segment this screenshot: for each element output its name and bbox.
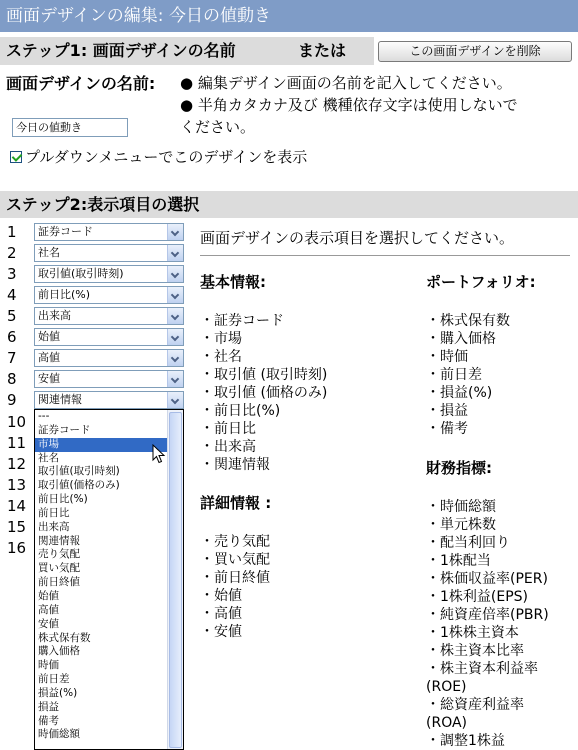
financial-heading: 財務指標: xyxy=(426,459,492,477)
dropdown-option[interactable]: 時価総額 xyxy=(38,728,80,741)
dropdown-option[interactable]: 安値 xyxy=(38,617,59,630)
chevron-down-icon[interactable] xyxy=(167,245,183,261)
list-item: ・調整1株益 xyxy=(426,733,505,749)
chevron-down-icon[interactable] xyxy=(167,392,183,408)
list-item: ・取引値 (価格のみ) xyxy=(200,385,328,401)
row-number: 7 xyxy=(7,349,17,367)
dropdown-option[interactable]: 損益(%) xyxy=(38,686,78,699)
list-item: ・損益(%) xyxy=(426,385,493,401)
note-line-2: ● 半角カタカナ及び 機種依存文字は使用しないで xyxy=(180,96,518,114)
list-item: ・株主資本比率 xyxy=(426,643,524,659)
list-item: ・高値 xyxy=(200,606,242,622)
list-item: ・市場 xyxy=(200,331,242,347)
dropdown-option[interactable]: 株式保有数 xyxy=(38,631,91,644)
field-select-2[interactable] xyxy=(34,244,184,262)
field-select-4[interactable] xyxy=(34,286,184,304)
list-item: ・前日終値 xyxy=(200,570,270,586)
dropdown-option[interactable]: 前日比(%) xyxy=(38,493,88,506)
dropdown-option[interactable]: 始値 xyxy=(38,589,59,602)
select-value: 出来高 xyxy=(38,309,71,322)
row-number: 3 xyxy=(7,265,17,283)
dropdown-option[interactable]: 前日差 xyxy=(38,673,70,686)
design-name-label: 画面デザインの名前: xyxy=(6,74,156,93)
dropdown-option[interactable]: 証券コード xyxy=(38,423,91,436)
detail-info-heading: 詳細情報 : xyxy=(200,494,272,512)
mouse-cursor-icon xyxy=(152,444,166,464)
select-value: 始値 xyxy=(38,330,60,343)
list-item: ・株主資本利益率 xyxy=(426,661,538,677)
select-value: 証券コード xyxy=(38,225,93,238)
row-number: 5 xyxy=(7,307,17,325)
list-item: ・純資産倍率(PBR) xyxy=(426,607,549,623)
chevron-down-icon[interactable] xyxy=(167,371,183,387)
financial-list xyxy=(426,498,549,750)
dropdown-option[interactable]: 損益 xyxy=(38,700,59,713)
step2-header: ステップ2:表示項目の選択 xyxy=(0,191,578,218)
select-value: 高値 xyxy=(38,351,60,364)
list-item: ・時価総額 xyxy=(426,499,496,515)
field-select-5[interactable] xyxy=(34,307,184,325)
row-number: 10 xyxy=(7,413,27,431)
detail-info-list xyxy=(200,533,270,641)
row-number: 9 xyxy=(7,391,17,409)
row-number: 13 xyxy=(7,476,27,494)
portfolio-list xyxy=(426,312,510,438)
row-number: 4 xyxy=(7,286,17,304)
select-value: 関連情報 xyxy=(38,393,82,406)
dropdown-option[interactable]: --- xyxy=(38,410,50,422)
dropdown-option[interactable]: 出来高 xyxy=(38,520,70,533)
chevron-down-icon[interactable] xyxy=(167,350,183,366)
dropdown-option[interactable]: 時価 xyxy=(38,659,59,672)
field-select-9[interactable] xyxy=(34,391,184,409)
list-item: ・前日比 xyxy=(200,421,256,437)
list-item: ・購入価格 xyxy=(426,331,496,347)
chevron-down-icon[interactable] xyxy=(167,224,183,240)
select-value: 前日比(%) xyxy=(38,288,91,301)
dropdown-option[interactable]: 取引値(取引時刻) xyxy=(38,465,120,478)
row-number: 12 xyxy=(7,455,27,473)
note-line-1: ● 編集デザイン画面の名前を記入してください。 xyxy=(180,74,512,92)
dropdown-option[interactable]: 前日比 xyxy=(38,506,70,519)
select-value: 社名 xyxy=(38,246,60,259)
list-item: ・買い気配 xyxy=(200,552,270,568)
delete-design-button[interactable]: この画面デザインを削除 xyxy=(378,41,572,62)
step2-instruction: 画面デザインの表示項目を選択してください。 xyxy=(200,229,514,247)
dropdown-option[interactable]: 市場 xyxy=(35,438,183,452)
portfolio-heading: ポートフォリオ: xyxy=(426,273,536,291)
row-number: 6 xyxy=(7,328,17,346)
row-number: 15 xyxy=(7,518,27,536)
row-number: 1 xyxy=(7,223,17,241)
chevron-down-icon[interactable] xyxy=(167,287,183,303)
chevron-down-icon[interactable] xyxy=(167,329,183,345)
dropdown-option[interactable]: 売り気配 xyxy=(38,548,80,561)
list-item: ・総資産利益率 xyxy=(426,697,524,713)
dropdown-option[interactable]: 備考 xyxy=(38,714,59,727)
field-select-8[interactable] xyxy=(34,370,184,388)
list-item: ・始値 xyxy=(200,588,242,604)
list-item: ・株式保有数 xyxy=(426,313,510,329)
show-in-menu-row[interactable] xyxy=(10,146,307,168)
dropdown-option[interactable]: 買い気配 xyxy=(38,562,80,575)
list-item: ・出来高 xyxy=(200,439,256,455)
field-select-6[interactable] xyxy=(34,328,184,346)
basic-info-heading: 基本情報: xyxy=(200,273,266,291)
design-name-input[interactable]: 今日の値動き xyxy=(12,118,128,137)
row-number: 2 xyxy=(7,244,17,262)
dropdown-option[interactable]: 取引値(価格のみ) xyxy=(38,479,120,492)
list-item: ・前日差 xyxy=(426,367,482,383)
row-number: 8 xyxy=(7,370,17,388)
field-select-1[interactable] xyxy=(34,223,184,241)
dropdown-option[interactable]: 社名 xyxy=(38,451,59,464)
select-value: 安値 xyxy=(38,372,60,385)
show-in-menu-checkbox[interactable] xyxy=(10,151,22,163)
chevron-down-icon[interactable] xyxy=(167,266,183,282)
chevron-down-icon[interactable] xyxy=(167,308,183,324)
field-select-7[interactable] xyxy=(34,349,184,367)
dropdown-option[interactable]: 前日終値 xyxy=(38,576,80,589)
dropdown-scrollbar[interactable] xyxy=(167,410,183,749)
page-title: 画面デザインの編集: 今日の値動き xyxy=(0,0,578,32)
dropdown-option[interactable]: 関連情報 xyxy=(38,534,80,547)
step1-or: または xyxy=(298,41,347,60)
list-item: ・単元株数 xyxy=(426,517,496,533)
list-item: ・証券コード xyxy=(200,313,284,329)
list-item: ・安値 xyxy=(200,624,242,640)
list-item: (ROE) xyxy=(426,679,467,695)
step1-header xyxy=(0,37,374,65)
show-in-menu-label[interactable]: プルダウンメニューでこのデザインを表示 xyxy=(25,148,308,166)
basic-info-list xyxy=(200,312,327,474)
row-number: 14 xyxy=(7,497,27,515)
list-item: ・前日比(%) xyxy=(200,403,281,419)
list-item: ・株価収益率(PER) xyxy=(426,571,548,587)
divider xyxy=(200,255,570,256)
field-select-3[interactable] xyxy=(34,265,184,283)
select-value: 取引値(取引時刻) xyxy=(38,267,124,280)
list-item: (ROA) xyxy=(426,715,468,731)
row-number: 16 xyxy=(7,539,27,557)
name-notes xyxy=(180,72,576,138)
list-item: ・時価 xyxy=(426,349,468,365)
step1-label: ステップ1: 画面デザインの名前 xyxy=(6,41,236,60)
list-item: ・1株株主資本 xyxy=(426,625,519,641)
list-item: ・取引値 (取引時刻) xyxy=(200,367,328,383)
list-item: ・備考 xyxy=(426,421,468,437)
dropdown-option[interactable]: 購入価格 xyxy=(38,645,80,658)
list-item: ・配当利回り xyxy=(426,535,510,551)
list-item: ・関連情報 xyxy=(200,457,270,473)
list-item: ・損益 xyxy=(426,403,468,419)
note-line-3: ください。 xyxy=(180,118,256,136)
list-item: ・1株配当 xyxy=(426,553,491,569)
dropdown-option[interactable]: 高値 xyxy=(38,603,59,616)
row-number: 11 xyxy=(7,434,27,452)
scrollbar-thumb[interactable] xyxy=(169,412,182,748)
list-item: ・社名 xyxy=(200,349,242,365)
list-item: ・売り気配 xyxy=(200,534,270,550)
list-item: ・1株利益(EPS) xyxy=(426,589,529,605)
